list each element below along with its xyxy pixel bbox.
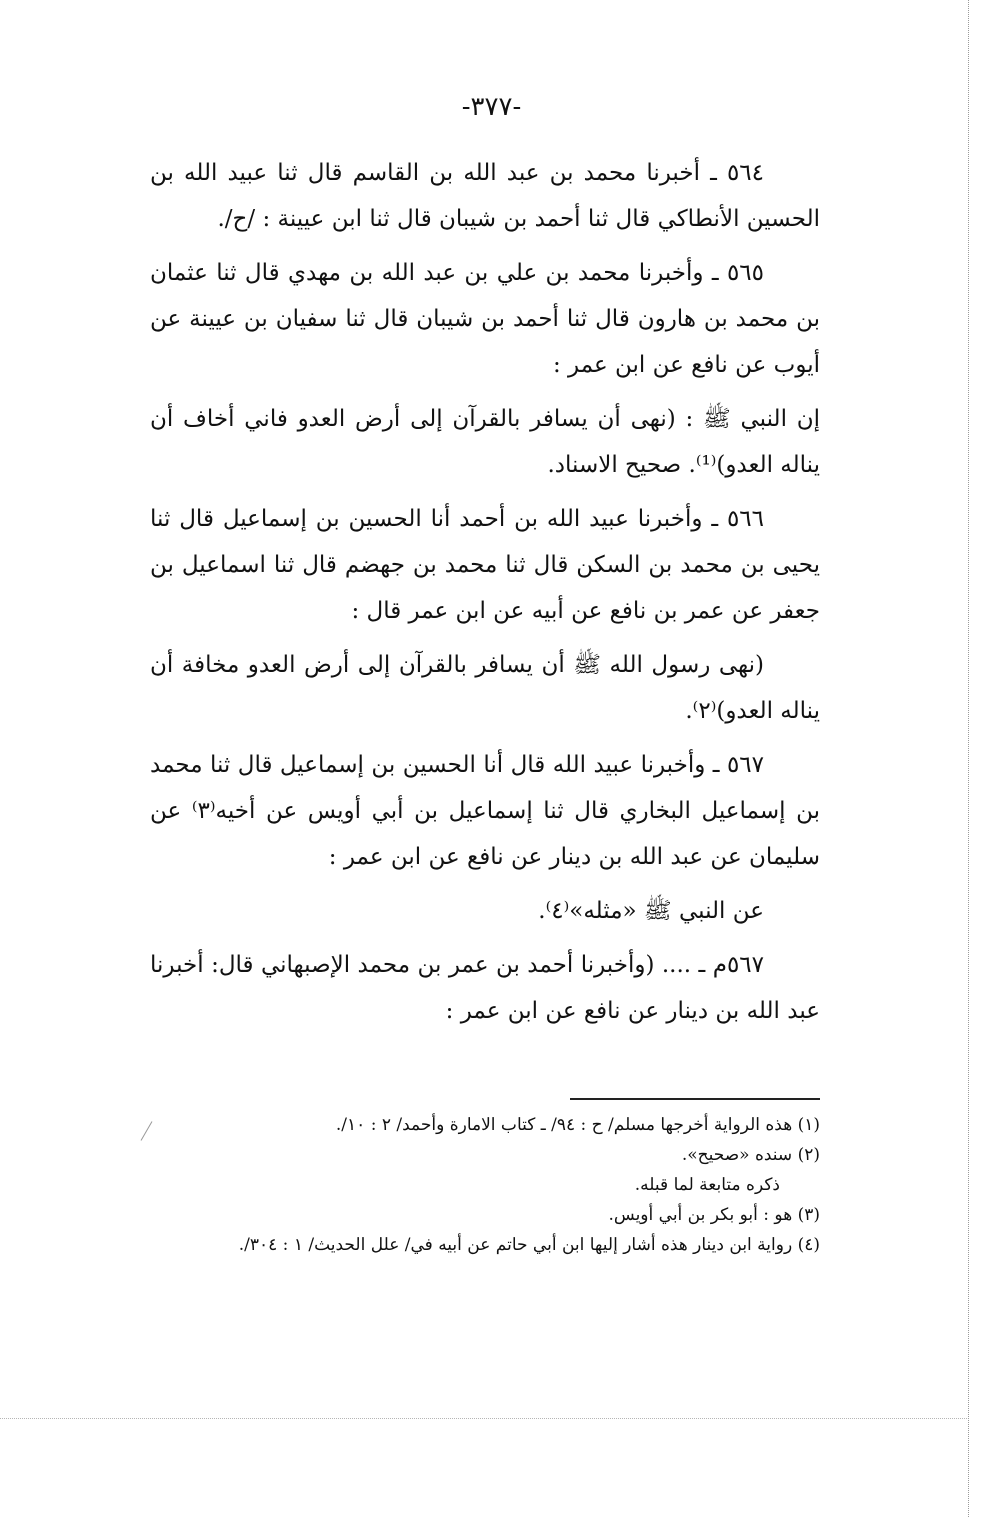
footnotes (150, 1110, 820, 1260)
hadith-566-matn: (نهى رسول الله ﷺ أن يسافر بالقرآن إلى أرض العدو مخافة أن يناله العدو)⁽٢⁾. (150, 652, 820, 724)
main-text (150, 150, 820, 1042)
page-bottom-dotted-line (0, 1418, 967, 1419)
footnote-4: (٤) رواية ابن دينار هذه أشار إليها ابن أبي حاتم عن أبيه في/ علل الحديث/ ١ : ٣٠٤/. (238, 1235, 820, 1255)
hadith-566: ٥٦٦ ـ وأخبرنا عبيد الله بن أحمد أنا الحسين بن إسماعيل قال ثنا يحيى بن محمد بن السكن قال ثنا محمد بن جهضم قال ثنا اسماعيل بن جعفر عن عمر بن نافع عن أبيه عن ابن عمر قال : (150, 506, 820, 624)
hadith-567m: ٥٦٧م ـ .... (وأخبرنا أحمد بن عمر بن محمد الإصبهاني قال: أخبرنا عبد الله بن دينار عن نافع عن ابن عمر : (150, 952, 820, 1024)
hadith-567-matn: عن النبي ﷺ «مثله»⁽٤⁾. (538, 898, 764, 924)
footnote-3: (٣) هو : أبو بكر بن أبي أويس. (608, 1205, 820, 1225)
footnote-2-continuation: ذكره متابعة لما قبله. (634, 1175, 780, 1195)
footnote-1: (١) هذه الرواية أخرجها مسلم/ ح : ٩٤/ ـ كتاب الامارة وأحمد/ ٢ : ١٠/. (335, 1115, 820, 1135)
hadith-567: ٥٦٧ ـ وأخبرنا عبيد الله قال أنا الحسين بن إسماعيل قال ثنا محمد بن إسماعيل البخاري قال ثنا إسماعيل بن أبي أويس عن أخيه⁽٣⁾ عن سليمان عن عبد الله بن دينار عن نافع عن ابن عمر : (150, 752, 820, 870)
footnote-2: (٢) سنده «صحيح». (681, 1145, 820, 1165)
page-edge-dotted-line (968, 0, 969, 1517)
page-number: -٣٧٧- (461, 92, 522, 122)
footnote-separator (570, 1098, 820, 1100)
hadith-565-matn: إن النبي ﷺ : (نهى أن يسافر بالقرآن إلى أرض العدو فاني أخاف أن يناله العدو)⁽¹⁾. صحيح الاسناد. (150, 406, 820, 478)
hadith-565: ٥٦٥ ـ وأخبرنا محمد بن علي بن عبد الله بن مهدي قال ثنا عثمان بن محمد بن هارون قال ثنا أحمد بن شيبان قال ثنا سفيان بن عيينة عن أيوب عن نافع عن ابن عمر : (150, 260, 820, 378)
hadith-564: ٥٦٤ ـ أخبرنا محمد بن عبد الله بن القاسم قال ثنا عبيد الله بن الحسين الأنطاكي قال ثنا أحمد بن شيبان قال ثنا ابن عيينة : /ح/. (150, 160, 820, 232)
